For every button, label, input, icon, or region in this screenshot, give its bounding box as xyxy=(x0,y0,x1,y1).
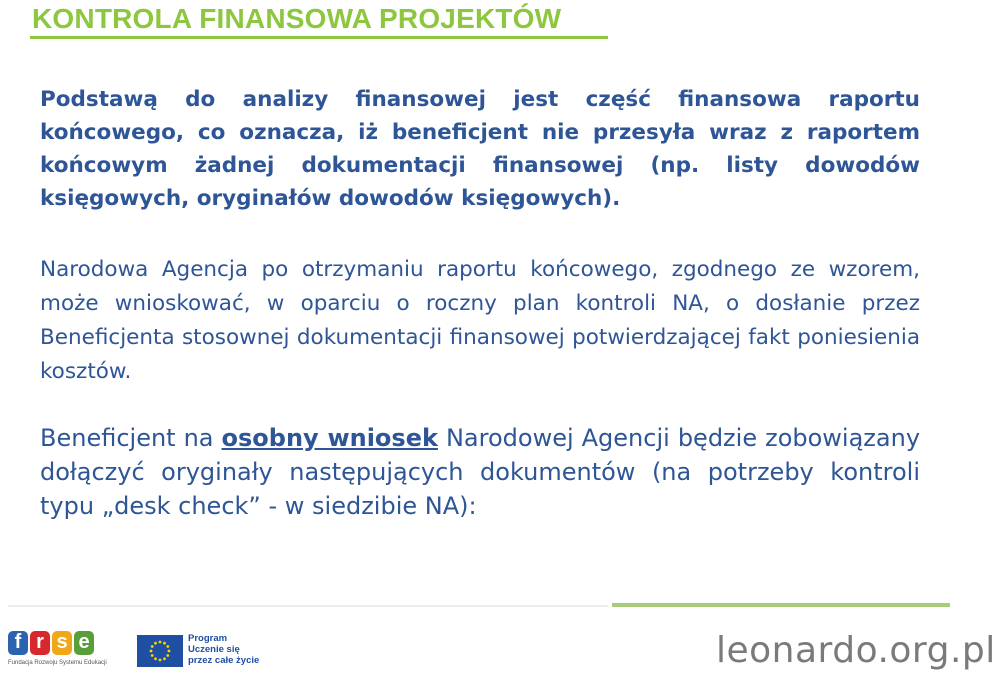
emphasis-separate-request: osobny wniosek xyxy=(221,424,438,452)
frse-logo xyxy=(8,631,107,671)
paragraph-3-start: Beneficjent na xyxy=(40,424,222,452)
paragraph-financial-basis: Podstawą do analizy finansowej jest część finansowa raportu końcowego, co oznacza, iż beneficjent nie przesyła wraz z raportem końcowym żadnej dokumentacji finansowej (np. listy dowodów księgowych, oryginałów dowodów księgowych). xyxy=(40,87,920,211)
frse-caption: Fundacja Rozwoju Systemu Edukacji xyxy=(8,660,107,666)
eu-program-line: przez całe życie xyxy=(188,655,260,666)
eu-program-line: Uczenie się xyxy=(188,644,240,655)
leonardo-site-link[interactable]: leonardo.org.pl xyxy=(716,630,996,671)
eu-program-line: Program xyxy=(188,633,228,644)
eu-program-label xyxy=(188,633,268,666)
slide-title: KONTROLA FINANSOWA PROJEKTÓW xyxy=(32,3,562,34)
paragraph-3-end: Narodowej Agencji będzie zobowiązany dołączyć oryginały następujących dokumentów (na potrzeby kontroli typu „desk check” - w siedzibie NA): xyxy=(40,424,921,520)
eu-flag-icon xyxy=(137,635,183,667)
frse-logo-letter: r xyxy=(30,631,50,655)
frse-logo-letter: s xyxy=(52,631,72,655)
title-underline xyxy=(30,36,608,39)
paragraph-separate-request xyxy=(40,421,920,523)
frse-logo-letter: e xyxy=(74,631,94,655)
footer-divider xyxy=(8,605,608,607)
paragraph-agency-request: Narodowa Agencja po otrzymaniu raportu końcowego, zgodnego ze wzorem, może wnioskować, w oparciu o roczny plan kontroli NA, o dosłanie przez Beneficjenta stosownej dokumentacji finansowej potwierdzającej fakt poniesienia kosztów. xyxy=(40,257,920,384)
frse-logo-letter: f xyxy=(8,631,28,655)
footer-accent-bar xyxy=(612,603,950,607)
